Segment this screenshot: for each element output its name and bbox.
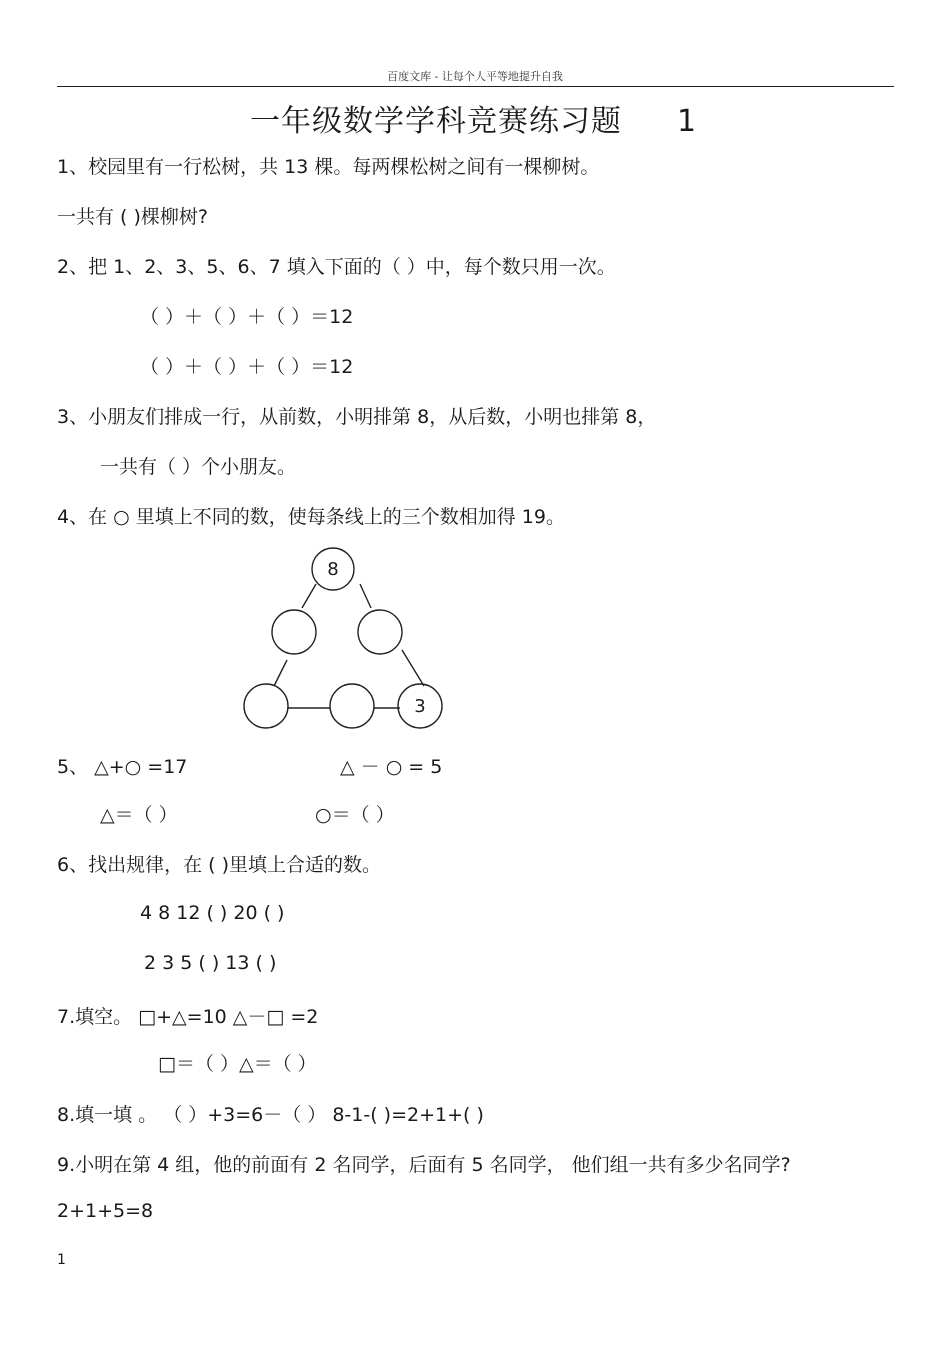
q1-line2: 一共有 ( )棵柳树? xyxy=(57,206,208,228)
q5-answer-triangle: △＝（ ） xyxy=(100,804,178,826)
q3-line2: 一共有（ ）个小朋友。 xyxy=(100,456,297,478)
q4-line1: 4、在 ○ 里填上不同的数，使每条线上的三个数相加得 19。 xyxy=(57,506,565,528)
circle-triangle-diagram xyxy=(230,540,460,740)
circle-bottom-left[interactable] xyxy=(244,684,288,728)
header-rule xyxy=(57,86,894,87)
q6-sequence-2: 2 3 5 ( ) 13 ( ) xyxy=(144,952,277,974)
circle-top-value: 8 xyxy=(327,559,339,580)
title-number: 1 xyxy=(677,104,698,139)
q3-line1: 3、小朋友们排成一行，从前数，小明排第 8，从后数，小明也排第 8， xyxy=(57,406,657,428)
q8-line1: 8.填一填 。 （ ）+3=6－（ ） 8-1-( )=2+1+( ) xyxy=(57,1104,484,1126)
page-number: 1 xyxy=(57,1252,66,1268)
q5-equation-1: 5、 △+○ =17 xyxy=(57,756,188,778)
circle-mid-left[interactable] xyxy=(272,610,316,654)
q7-line2: □＝（ ）△＝（ ） xyxy=(158,1053,317,1075)
line-top-right xyxy=(360,584,371,608)
q7-line1: 7.填空。 □+△=10 △－□ =2 xyxy=(57,1006,319,1028)
circle-mid-right[interactable] xyxy=(358,610,402,654)
title-text: 一年级数学学科竞赛练习题 xyxy=(250,104,622,139)
line-top-left xyxy=(302,584,316,608)
page-header: 百度文库 - 让每个人平等地提升自我 xyxy=(387,70,563,83)
circle-bottom-right-value: 3 xyxy=(414,696,426,717)
page-title xyxy=(250,96,697,140)
q2-equation-2: （ ）＋（ ）＋（ ）＝12 xyxy=(140,356,354,378)
q2-equation-1: （ ）＋（ ）＋（ ）＝12 xyxy=(140,306,354,328)
line-mid-right xyxy=(402,650,424,686)
circle-bottom-middle[interactable] xyxy=(330,684,374,728)
q5-answer-circle: ○＝（ ） xyxy=(315,804,395,826)
q2-line1: 2、把 1、2、3、5、6、7 填入下面的（ ）中，每个数只用一次。 xyxy=(57,256,616,278)
q1-line1: 1、校园里有一行松树，共 13 棵。每两棵松树之间有一棵柳树。 xyxy=(57,156,600,178)
q5-equation-2: △ － ○ = 5 xyxy=(340,756,443,778)
q9-answer: 2+1+5=8 xyxy=(57,1200,154,1222)
line-mid-left xyxy=(274,660,287,686)
q9-line1: 9.小明在第 4 组，他的前面有 2 名同学，后面有 5 名同学， 他们组一共有多少名同学? xyxy=(57,1154,791,1176)
q6-line1: 6、找出规律，在 ( )里填上合适的数。 xyxy=(57,854,381,876)
q6-sequence-1: 4 8 12 ( ) 20 ( ) xyxy=(140,902,285,924)
